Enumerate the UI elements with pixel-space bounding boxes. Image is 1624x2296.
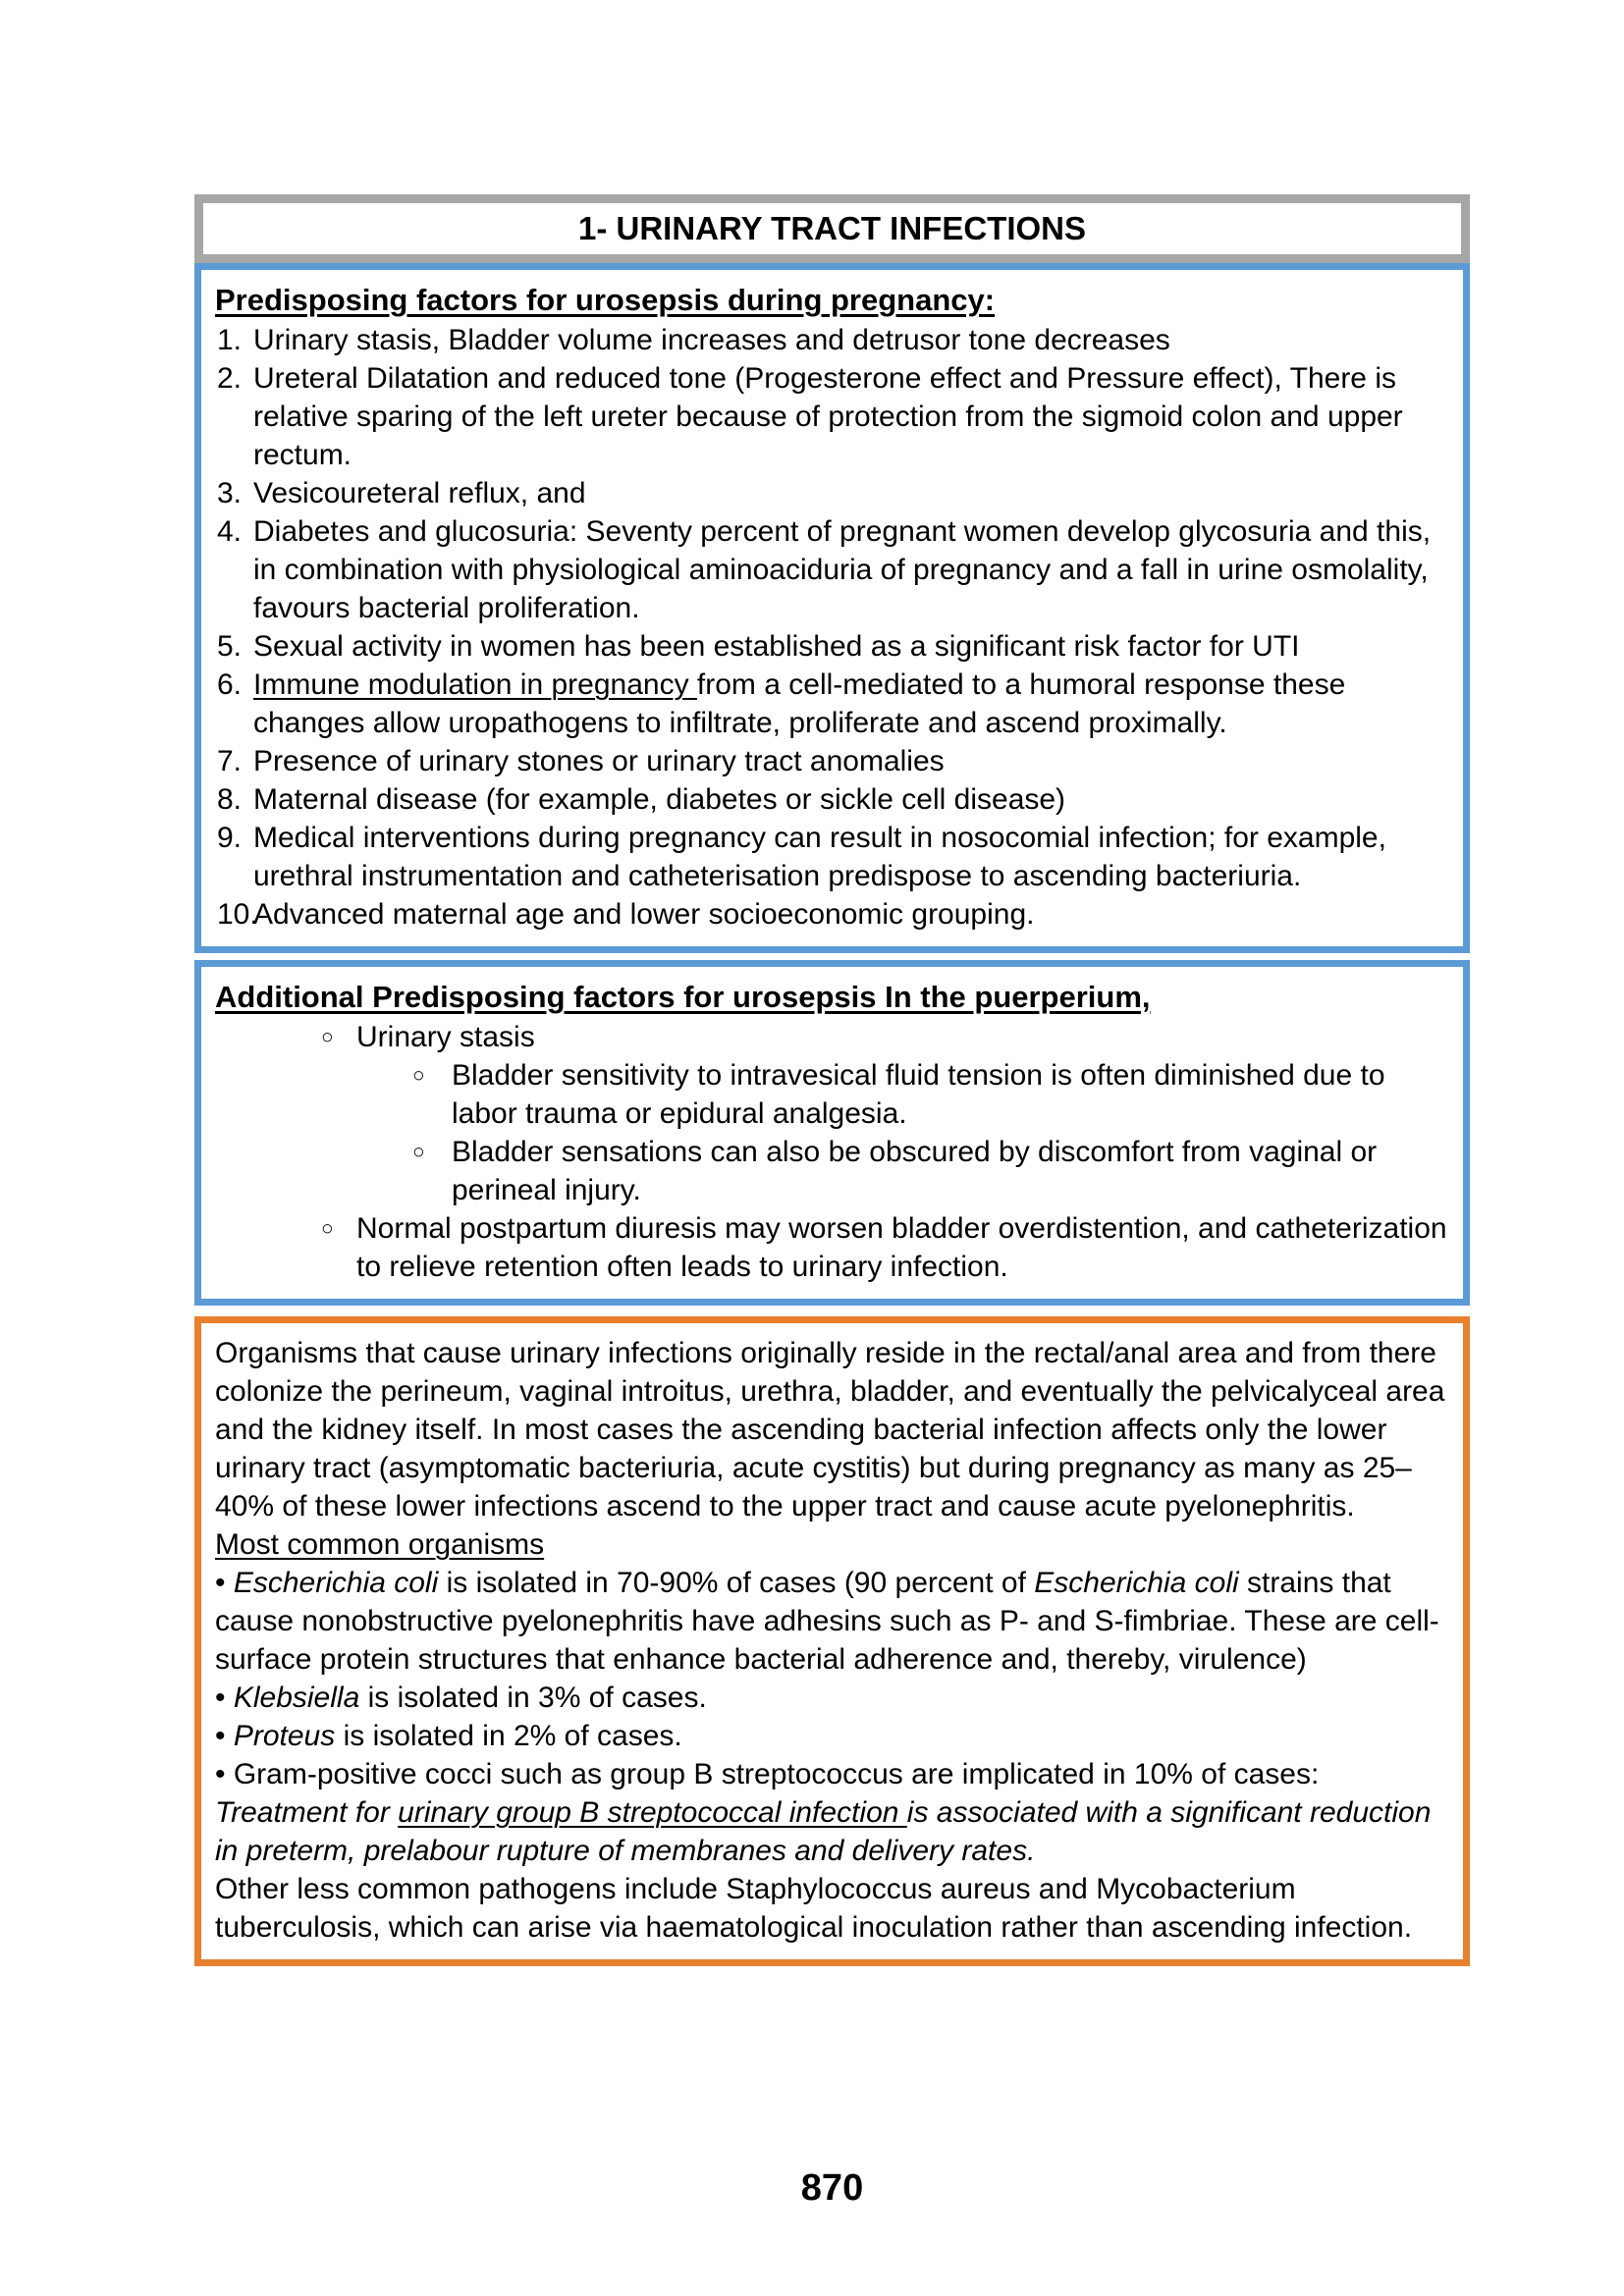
item-text xyxy=(452,1136,1377,1206)
numbered-item xyxy=(215,666,1447,742)
numbered-list xyxy=(215,321,1447,934)
list-number: 10. xyxy=(217,898,258,931)
list-number: 9. xyxy=(217,822,243,854)
list-number: 5. xyxy=(217,630,243,663)
text-run: is isolated in 3% of cases. xyxy=(359,1682,707,1714)
text-run: Normal postpartum diuresis may worsen bladder overdistention, and catheterization to relieve retention often leads to urinary infection. xyxy=(356,1212,1447,1283)
text-run: Urinary stasis, Bladder volume increases and detrusor tone decreases xyxy=(253,324,1170,356)
paragraph xyxy=(215,1717,1447,1755)
paragraph xyxy=(215,1334,1447,1525)
paragraph xyxy=(215,1793,1447,1870)
list-number: 2. xyxy=(217,362,243,395)
numbered-item xyxy=(215,780,1447,819)
text-run: Bladder sensitivity to intravesical fluid tension is often diminished due to labor trauma or epidural analgesia. xyxy=(452,1059,1385,1130)
list-number: 1. xyxy=(217,324,243,356)
section-organisms xyxy=(194,1316,1470,1966)
numbered-item xyxy=(215,742,1447,780)
text-run: • xyxy=(215,1567,234,1599)
text-run: Treatment for xyxy=(215,1796,399,1829)
circle-bullet-icon: ○ xyxy=(412,1064,425,1087)
circle-bullet-icon: ○ xyxy=(321,1217,334,1240)
text-run: urinary group B streptococcal infection xyxy=(398,1796,907,1829)
paragraph xyxy=(215,1564,1447,1679)
bullet-list xyxy=(215,1018,1447,1286)
text-run: Sexual activity in women has been established as a significant risk factor for UTI xyxy=(253,630,1300,663)
text-run: strains that cause nonobstructive pyelonephritis have adhesins such as P- and S-fimbriae. These are cell-surface protein structures that enhance bacterial adherence and, thereby, virulence) xyxy=(215,1567,1439,1676)
list-number: 6. xyxy=(217,668,243,701)
section-predisposing-pregnancy xyxy=(194,263,1470,953)
paragraph xyxy=(215,1870,1447,1947)
text-run: Klebsiella xyxy=(233,1682,360,1714)
item-text xyxy=(253,745,945,777)
list-number: 3. xyxy=(217,477,243,509)
item-text xyxy=(253,362,1403,471)
numbered-item xyxy=(215,359,1447,474)
paragraph xyxy=(215,1755,1447,1793)
text-run: Immune modulation in pregnancy xyxy=(253,668,697,701)
page-number: 870 xyxy=(800,2167,864,2209)
text-run: Ureteral Dilatation and reduced tone (Progesterone effect and Pressure effect), There is relative sparing of the left ureter because of protection from the sigmoid colon and upper rectum. xyxy=(253,362,1403,471)
title-box xyxy=(194,194,1470,263)
page-content xyxy=(194,194,1470,2210)
text-run: is isolated in 2% of cases. xyxy=(335,1720,682,1752)
text-run: • xyxy=(215,1682,234,1714)
item-text xyxy=(253,515,1431,624)
text-run: Proteus xyxy=(233,1720,336,1752)
text-run: is associated with a significant reduction in preterm, prelabour rupture of membranes and delivery rates. xyxy=(215,1796,1432,1867)
text-run: Urinary stasis xyxy=(356,1021,535,1053)
bullet-item xyxy=(215,1133,1447,1209)
bullet-item xyxy=(215,1209,1447,1286)
section-heading-text: Additional Predisposing factors for urosepsis In the puerperium, xyxy=(215,980,1151,1014)
text-run: Bladder sensations can also be obscured by discomfort from vaginal or perineal injury. xyxy=(452,1136,1378,1206)
section-heading xyxy=(215,281,1447,319)
text-run: Most common organisms xyxy=(215,1528,545,1561)
text-run: Escherichia coli xyxy=(233,1567,439,1599)
list-number: 7. xyxy=(217,745,243,777)
item-text xyxy=(253,324,1170,356)
text-run: Organisms that cause urinary infections originally reside in the rectal/anal area and from there colonize the perineum, vaginal introitus, urethra, bladder, and eventually the pelvicalyceal area and the kidney itself. In most cases the ascending bacterial infection affects only the lower urinary tract (asymptomatic bacteriuria, acute cystitis) but during pregnancy as many as 25–40% of these lower infections ascend to the upper tract and cause acute pyelonephritis. xyxy=(215,1337,1445,1522)
circle-bullet-icon: ○ xyxy=(321,1026,334,1048)
text-run: Escherichia coli xyxy=(1034,1567,1239,1599)
item-text xyxy=(253,668,1345,739)
item-text xyxy=(253,477,586,509)
text-run: is isolated in 70-90% of cases (90 percent of xyxy=(438,1567,1035,1599)
numbered-item xyxy=(215,321,1447,359)
numbered-item xyxy=(215,627,1447,666)
item-text xyxy=(356,1021,535,1053)
item-text xyxy=(253,783,1065,816)
paragraph xyxy=(215,1679,1447,1717)
text-run: Presence of urinary stones or urinary tract anomalies xyxy=(253,745,945,777)
numbered-item xyxy=(215,512,1447,627)
text-run: Other less common pathogens include Staphylococcus aureus and Mycobacterium tuberculosis, which can arise via haematological inoculation rather than ascending infection. xyxy=(215,1873,1413,1944)
numbered-item xyxy=(215,474,1447,512)
text-run: Vesicoureteral reflux, and xyxy=(253,477,586,509)
list-number: 8. xyxy=(217,783,243,816)
text-run: Advanced maternal age and lower socioeconomic grouping. xyxy=(253,898,1035,931)
bullet-item xyxy=(215,1018,1447,1056)
section-heading xyxy=(215,978,1447,1016)
item-text xyxy=(253,630,1300,663)
page-title: 1- URINARY TRACT INFECTIONS xyxy=(577,210,1086,246)
text-run: from a cell-mediated to a humoral response these changes allow uropathogens to infiltrate, proliferate and ascend proximally. xyxy=(253,668,1346,739)
section-predisposing-puerperium xyxy=(194,960,1470,1306)
paragraph-group xyxy=(215,1334,1447,1947)
item-text xyxy=(452,1059,1385,1130)
text-run: • xyxy=(215,1720,234,1752)
item-text xyxy=(253,898,1034,931)
text-run: Maternal disease (for example, diabetes or sickle cell disease) xyxy=(253,783,1066,816)
section-heading-text: Predisposing factors for urosepsis during pregnancy: xyxy=(215,283,996,317)
circle-bullet-icon: ○ xyxy=(412,1141,425,1163)
text-run: Medical interventions during pregnancy can result in nosocomial infection; for example, urethral instrumentation and catheterisation predispose to ascending bacteriuria. xyxy=(253,822,1386,892)
numbered-item xyxy=(215,819,1447,895)
bullet-item xyxy=(215,1056,1447,1133)
list-number: 4. xyxy=(217,515,243,548)
item-text xyxy=(356,1212,1447,1283)
text-run: Diabetes and glucosuria: Seventy percent of pregnant women develop glycosuria and this, in combination with physiological aminoaciduria of pregnancy and a fall in urine osmolality, favours bacterial proliferation. xyxy=(253,515,1432,624)
item-text xyxy=(253,822,1386,892)
numbered-item xyxy=(215,895,1447,934)
paragraph xyxy=(215,1525,1447,1564)
text-run: • Gram-positive cocci such as group B streptococcus are implicated in 10% of cases: xyxy=(215,1758,1320,1790)
